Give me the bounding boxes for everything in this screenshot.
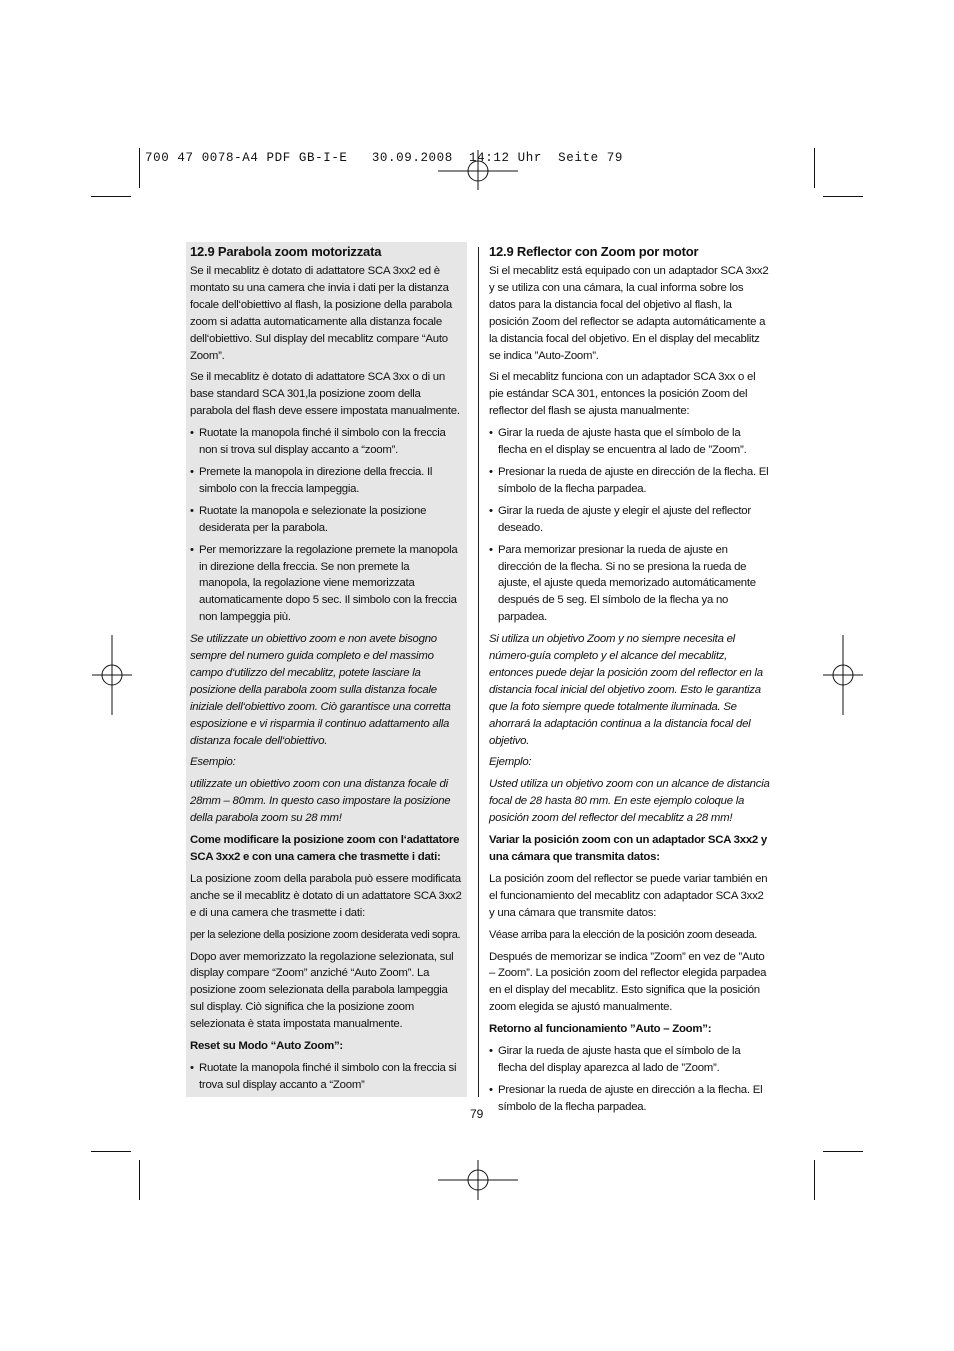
list-item: • Girar la rueda de ajuste hasta que el símbolo de la flecha del display aparezca al lado de ”Zoom”.	[489, 1043, 771, 1077]
list-item: • Para memorizar presionar la rueda de ajuste en dirección de la flecha. Si no se presiona la rueda de ajuste, el ajuste queda memorizado automáticamente después de 5 seg. El símbolo de la flecha ya no parpadea.	[489, 542, 771, 627]
italic-note: Si utiliza un objetivo Zoom y no siempre necesita el número-guía completo y el alcance del mecablitz, entonces puede dejar la posición zoom del reflector en la distancia focal inicial del objetivo zoom. Esto le garantiza que la foto siempre quede totalmente iluminada. Se ahorrará la adaptación continua a la distancia focal del objetivo.	[489, 633, 763, 747]
list-item: • Premete la manopola in direzione della freccia. Il simbolo con la freccia lampeggia.	[190, 464, 463, 498]
subheading: Come modificare la posizione zoom con l‘adattatore SCA 3xx2 e con una camera che trasmette i dati:	[190, 834, 460, 863]
paragraph: La posizione zoom della parabola può essere modificata anche se il mecablitz è dotato di un adattatore SCA 3xx2 e di una camera che trasmette i dati:	[190, 872, 462, 919]
paragraph: Dopo aver memorizzato la regolazione selezionata, sul display compare “Zoom” anziché “Auto Zoom”. La posizione zoom selezionata della parabola lampeggia sul display. Ciò significa che la posizione zoom selezionata è stata impostata manualmente.	[190, 950, 454, 1031]
crop-mark	[823, 196, 863, 197]
registration-mark-top	[438, 150, 518, 190]
italian-column	[186, 242, 467, 1097]
paragraph: Si el mecablitz está equipado con un adaptador SCA 3xx2 y se utiliza con una cámara, la cual informa sobre los datos para la distancia focal del objetivo al flash, la posición Zoom del reflector se adapta automáticamente a la distancia focal del objetivo. En el display del mecablitz se indica ”Auto-Zoom”.	[489, 265, 769, 362]
page-number: 79	[470, 1107, 484, 1121]
crop-mark	[814, 1160, 815, 1200]
list-item: • Girar la rueda de ajuste y elegir el ajuste del reflector deseado.	[489, 503, 771, 537]
list-item: • Presionar la rueda de ajuste en dirección a la flecha. El símbolo de la flecha parpadea.	[489, 1082, 771, 1116]
italic-note: Se utilizzate un obiettivo zoom e non avete bisogno sempre del numero guida completo e del massimo campo d‘utilizzo del mecablitz, potete lasciare la posizione della parabola zoom sulla distanza focale iniziale dell‘obiettivo zoom. Ciò garantisce una corretta esposizione e vi risparmia il continuo adattamento alla distanza focale dell‘obiettivo.	[190, 633, 451, 747]
crop-mark	[139, 1160, 140, 1200]
list-item: • Per memorizzare la regolazione premete la manopola in direzione della freccia. Se non premete la manopola, la regolazione viene memorizzata automaticamente dopo 5 sec. Il simbolo con la freccia non lampeggia più.	[190, 542, 463, 627]
paragraph: La posición zoom del reflector se puede variar también en el funcionamiento del mecablitz con adaptador SCA 3xx2 y una cámara que transmite datos:	[489, 872, 768, 919]
instruction-list	[489, 1043, 771, 1116]
crop-mark	[814, 148, 815, 188]
paragraph: Se il mecablitz è dotato di adattatore SCA 3xx2 ed è montato su una camera che invia i dati per la distanza focale dell‘obiettivo al flash, la posizione della parabola zoom si adatta automaticamente alla distanza focale dell‘obiettivo. Sul display del mecablitz compare “Auto Zoom”.	[190, 265, 452, 362]
paragraph: per la selezione della posizione zoom desiderata vedi sopra.	[190, 928, 461, 941]
crop-mark	[823, 1151, 863, 1152]
registration-mark-bottom	[438, 1160, 518, 1200]
list-item: • Ruotate la manopola finché il simbolo con la freccia non si trova sul display accanto a “zoom”.	[190, 425, 463, 459]
list-item: • Ruotate la manopola finché il simbolo con la freccia si trova sul display accanto a “Zoom”	[190, 1060, 463, 1094]
subheading: Retorno al funcionamiento ”Auto – Zoom”:	[489, 1023, 712, 1036]
column-divider	[478, 247, 479, 1097]
example-label: Esempio:	[190, 756, 236, 769]
crop-mark	[139, 148, 140, 188]
list-item: • Girar la rueda de ajuste hasta que el símbolo de la flecha en el display se encuentra al lado de ”Zoom”.	[489, 425, 771, 459]
crop-mark	[91, 1151, 131, 1152]
paragraph: Después de memorizar se indica ”Zoom” en vez de ”Auto – Zoom”. La posición zoom del reflector elegida parpadea en el display del mecablitz. Esto significa que la posición zoom elegida se ajustó manualmente.	[489, 950, 767, 1014]
list-item: • Presionar la rueda de ajuste en dirección de la flecha. El símbolo de la flecha parpadea.	[489, 464, 771, 498]
instruction-list	[190, 425, 463, 626]
example-text: Usted utiliza un objetivo zoom con un alcance de distancia focal de 28 hasta 80 mm. En este ejemplo coloque la posición zoom del reflector del mecablitz a 28 mm!	[489, 778, 770, 825]
paragraph: Se il mecablitz è dotato di adattatore SCA 3xx o di un base standard SCA 301,la posizione zoom della parabola del flash deve essere impostata manualmente.	[190, 371, 460, 418]
subheading: Reset su Modo “Auto Zoom”:	[190, 1040, 343, 1053]
registration-mark-right	[823, 635, 863, 715]
spanish-column	[489, 242, 771, 1121]
crop-mark	[91, 196, 131, 197]
list-item: • Ruotate la manopola e selezionate la posizione desiderata per la parabola.	[190, 503, 463, 537]
instruction-list	[190, 1060, 463, 1094]
print-header: 700 47 0078-A4 PDF GB-I-E 30.09.2008 14:12 Uhr Seite 79	[145, 151, 623, 165]
paragraph: Véase arriba para la elección de la posición zoom deseada.	[489, 928, 757, 941]
section-heading-es: 12.9 Reflector con Zoom por motor	[489, 244, 699, 259]
subheading: Variar la posición zoom con un adaptador SCA 3xx2 y una cámara que transmita datos:	[489, 834, 767, 863]
instruction-list	[489, 425, 771, 626]
paragraph: Si el mecablitz funciona con un adaptador SCA 3xx o el pie estándar SCA 301, entonces la posición Zoom del reflector del flash se ajusta manualmente:	[489, 371, 756, 418]
example-text: utilizzate un obiettivo zoom con una distanza focale di 28mm – 80mm. In questo caso impostare la posizione della parabola zoom su 28 mm!	[190, 778, 451, 825]
registration-mark-left	[92, 635, 132, 715]
example-label: Ejemplo:	[489, 756, 532, 769]
section-heading-it: 12.9 Parabola zoom motorizzata	[190, 244, 382, 259]
